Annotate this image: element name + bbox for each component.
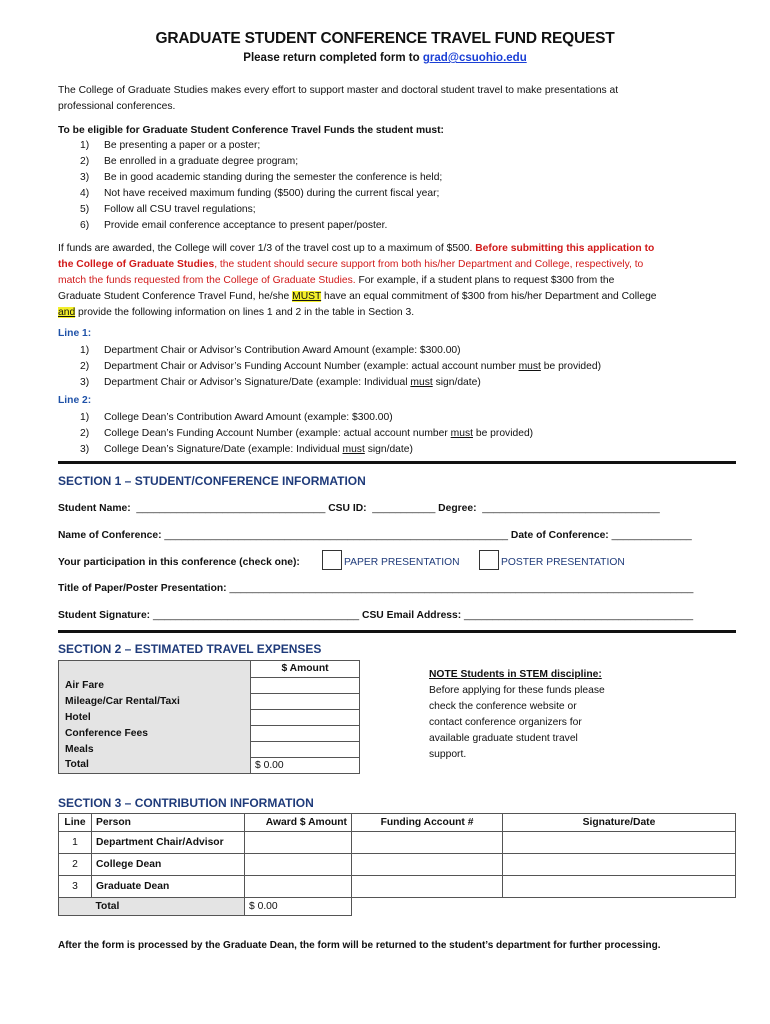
- degree-field[interactable]: _______________________________: [476, 503, 660, 514]
- list-item: 2) College Dean’s Funding Account Number (example: actual account number must be provided): [80, 428, 534, 439]
- section3-title: SECTION 3 – CONTRIBUTION INFORMATION: [58, 796, 314, 810]
- paper-presentation-label: PAPER PRESENTATION: [344, 557, 460, 568]
- expense-label: Air Fare: [59, 677, 251, 693]
- signature-cell[interactable]: [503, 876, 736, 898]
- list-item: 1) College Dean’s Contribution Award Amount (example: $300.00): [80, 412, 393, 423]
- total-label: Total: [59, 757, 251, 773]
- poster-checkbox[interactable]: [479, 550, 499, 570]
- table-row: [59, 709, 360, 725]
- total-amount-value: $ 0.00: [251, 757, 360, 773]
- award-cell[interactable]: [245, 854, 352, 876]
- stem-note-line: available graduate student travel: [429, 733, 578, 744]
- table-row: [59, 832, 736, 854]
- signature-header: Signature/Date: [503, 814, 736, 832]
- stem-note-line: support.: [429, 749, 467, 760]
- stem-note-heading: NOTE Students in STEM discipline:: [429, 669, 602, 680]
- and-highlight: and: [58, 307, 76, 318]
- account-cell[interactable]: [352, 854, 503, 876]
- total-label: Total: [92, 898, 245, 916]
- funds-line: Graduate Student Conference Travel Fund, he/she MUST have an equal commitment of $300 from his/her Department and College: [58, 291, 657, 302]
- list-item: 2) Department Chair or Advisor’s Funding Account Number (example: actual account number must be provided): [80, 361, 601, 372]
- presentation-title-field[interactable]: _________________________________________________________________________________: [226, 583, 694, 594]
- section1-title: SECTION 1 – STUDENT/CONFERENCE INFORMATION: [58, 474, 366, 488]
- line1-list: [58, 343, 738, 391]
- line-number: 3: [59, 876, 92, 898]
- contribution-table: [58, 813, 736, 916]
- table-row: [59, 854, 736, 876]
- line-number: 2: [59, 854, 92, 876]
- stem-note: [429, 667, 639, 763]
- eligibility-heading: To be eligible for Graduate Student Conference Travel Funds the student must:: [58, 125, 444, 136]
- csu-id-field[interactable]: ___________: [366, 503, 436, 514]
- list-item: 3) College Dean’s Signature/Date (example: Individual must sign/date): [80, 444, 413, 455]
- conference-date-field[interactable]: ______________: [608, 530, 692, 541]
- account-cell[interactable]: [352, 876, 503, 898]
- line-number: 1: [59, 832, 92, 854]
- signature-cell[interactable]: [503, 832, 736, 854]
- total-award-value: $ 0.00: [245, 898, 352, 916]
- list-item: 1) Be presenting a paper or a poster;: [80, 140, 261, 151]
- csu-email-field[interactable]: ________________________________________: [461, 610, 694, 621]
- list-item: 2) Be enrolled in a graduate degree program;: [80, 156, 299, 167]
- line1-label: Line 1:: [58, 328, 92, 339]
- expense-label: Hotel: [59, 709, 251, 725]
- funds-paragraph: [58, 241, 748, 321]
- student-row: Student Name: _________________________________ CSU ID: ___________ Degree: _______________________________: [58, 503, 660, 514]
- funds-line: and provide the following information on lines 1 and 2 in the table in Section 3.: [58, 307, 415, 318]
- conference-name-field[interactable]: ____________________________________________________________: [161, 530, 509, 541]
- expense-label: Mileage/Car Rental/Taxi: [59, 693, 251, 709]
- conference-row: Name of Conference: ____________________________________________________________ Date of Conference: ______________: [58, 530, 692, 541]
- funds-line: the College of Graduate Studies, the student should secure support from both his/her Department and College, respectively, to: [58, 259, 644, 270]
- must-highlight: MUST: [292, 291, 322, 302]
- poster-presentation-label: POSTER PRESENTATION: [501, 557, 625, 568]
- table-row: [59, 814, 736, 832]
- expense-label: Meals: [59, 741, 251, 757]
- footer-note: After the form is processed by the Graduate Dean, the form will be returned to the student’s department for further processing.: [58, 940, 661, 951]
- title-row: Title of Paper/Poster Presentation: _________________________________________________________________________________: [58, 583, 694, 594]
- form-subtitle: [0, 52, 770, 64]
- meals-amount-cell[interactable]: [251, 741, 360, 757]
- subtitle-text: Please return completed form to: [243, 52, 423, 64]
- email-link[interactable]: grad@csuohio.edu: [422, 52, 527, 64]
- funds-line: If funds are awarded, the College will cover 1/3 of the travel cost up to a maximum of $500. Before submitting this application to: [58, 243, 655, 254]
- list-item: 3) Department Chair or Advisor’s Signature/Date (example: Individual must sign/date): [80, 377, 481, 388]
- table-row: [59, 876, 736, 898]
- line2-list: [58, 410, 738, 458]
- person-header: Person: [92, 814, 245, 832]
- section2-title: SECTION 2 – ESTIMATED TRAVEL EXPENSES: [58, 642, 322, 656]
- expense-label: Conference Fees: [59, 725, 251, 741]
- signature-row: Student Signature: ____________________________________ CSU Email Address: ________________________________________: [58, 610, 694, 621]
- intro-paragraph: [58, 83, 738, 115]
- table-row: [59, 677, 360, 693]
- table-row: [59, 661, 360, 678]
- section-divider: [58, 630, 736, 633]
- table-header-blank: [59, 661, 251, 678]
- list-item: 4) Not have received maximum funding ($500) during the current fiscal year;: [80, 188, 440, 199]
- list-item: 1) Department Chair or Advisor’s Contribution Award Amount (example: $300.00): [80, 345, 461, 356]
- list-item: 3) Be in good academic standing during the semester the conference is held;: [80, 172, 443, 183]
- stem-note-line: check the conference website or: [429, 701, 577, 712]
- expenses-table: [58, 660, 360, 774]
- table-row: [59, 741, 360, 757]
- stem-note-line: contact conference organizers for: [429, 717, 582, 728]
- list-item: 5) Follow all CSU travel regulations;: [80, 204, 256, 215]
- form-title: GRADUATE STUDENT CONFERENCE TRAVEL FUND REQUEST: [155, 30, 615, 47]
- person-name: Graduate Dean: [92, 876, 245, 898]
- signature-cell[interactable]: [503, 854, 736, 876]
- airfare-amount-cell[interactable]: [251, 677, 360, 693]
- person-name: College Dean: [92, 854, 245, 876]
- line-header: Line: [59, 814, 92, 832]
- empty-cell: [503, 898, 736, 916]
- account-cell[interactable]: [352, 832, 503, 854]
- line2-label: Line 2:: [58, 395, 92, 406]
- mileage-amount-cell[interactable]: [251, 693, 360, 709]
- section-divider: [58, 461, 736, 464]
- table-row: [59, 693, 360, 709]
- person-name: Department Chair/Advisor: [92, 832, 245, 854]
- student-signature-field[interactable]: ____________________________________: [150, 610, 360, 621]
- intro-line-1: The College of Graduate Studies makes every effort to support master and doctoral student travel to make presentations at: [58, 85, 619, 96]
- hotel-amount-cell[interactable]: [251, 709, 360, 725]
- funds-line: match the funds requested from the College of Graduate Studies. For example, if a student plans to request $300 from the: [58, 275, 615, 286]
- intro-line-2: professional conferences.: [58, 101, 176, 112]
- table-row: [59, 757, 360, 773]
- eligibility-list: [58, 138, 738, 234]
- table-row: [59, 898, 736, 916]
- empty-cell: [352, 898, 503, 916]
- award-header: Award $ Amount: [245, 814, 352, 832]
- conference-fees-amount-cell[interactable]: [251, 725, 360, 741]
- student-name-field[interactable]: _________________________________: [130, 503, 326, 514]
- total-blank-cell: [59, 898, 92, 916]
- award-cell[interactable]: [245, 832, 352, 854]
- participation-label: Your participation in this conference (check one):: [58, 557, 300, 568]
- account-header: Funding Account #: [352, 814, 503, 832]
- table-row: [59, 725, 360, 741]
- award-cell[interactable]: [245, 876, 352, 898]
- amount-header: $ Amount: [251, 661, 360, 678]
- stem-note-line: Before applying for these funds please: [429, 685, 605, 696]
- list-item: 6) Provide email conference acceptance to present paper/poster.: [80, 220, 388, 231]
- paper-checkbox[interactable]: [322, 550, 342, 570]
